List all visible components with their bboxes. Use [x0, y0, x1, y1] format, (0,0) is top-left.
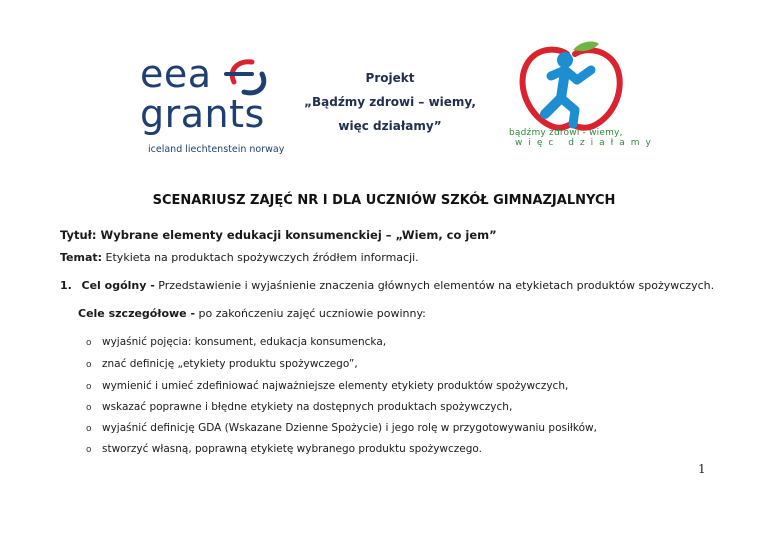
goal-label: Cel ogólny - — [81, 279, 155, 292]
badzmy-zdrowi-slogan — [509, 128, 657, 148]
bullet-marker: o — [86, 382, 92, 392]
project-title-line-3: więc działamy” — [338, 119, 442, 133]
page-number: 1 — [698, 462, 706, 476]
bullet-item — [86, 336, 386, 348]
bullet-text: stworzyć własną, poprawną etykietę wybranego produktu spożywczego. — [102, 443, 482, 455]
bullet-marker: o — [86, 424, 92, 434]
bullet-text: wyjaśnić definicję GDA (Wskazane Dzienne Spożycie) i jego rolę w przygotowywaniu posiłków, — [102, 422, 597, 434]
eea-swirl-icon — [222, 56, 274, 100]
goal-text: Przedstawienie i wyjaśnienie znaczenia głównych elementów na etykietach produktów spożywczych. — [158, 279, 715, 292]
bullet-marker: o — [86, 338, 92, 348]
bullet-item — [86, 380, 568, 392]
bullet-item — [86, 443, 482, 455]
bullet-text: wyjaśnić pojęcia: konsument, edukacja konsumencka, — [102, 336, 387, 348]
title-line — [60, 228, 497, 242]
project-title-line-1: Projekt — [365, 71, 415, 85]
apple-runner-icon — [511, 40, 629, 132]
specific-goals-line — [78, 307, 426, 320]
topic-text: Etykieta na produktach spożywczych źródłem informacji. — [105, 251, 419, 264]
bullet-item — [86, 358, 358, 370]
title-text: Wybrane elementy edukacji konsumenckiej – „Wiem, co jem” — [100, 228, 497, 242]
specific-goals-text: po zakończeniu zajęć uczniowie powinny: — [198, 307, 426, 320]
bullet-item — [86, 422, 597, 434]
topic-line — [60, 251, 419, 264]
slogan-line-1: bądźmy zdrowi - wiemy, — [509, 128, 623, 138]
specific-goals-label: Cele szczegółowe - — [78, 307, 196, 320]
topic-label: Temat: — [60, 251, 103, 264]
project-title — [300, 66, 480, 138]
document-heading: SCENARIUSZ ZAJĘĆ NR I DLA UCZNIÓW SZKÓŁ GIMNAZJALNYCH — [152, 193, 616, 208]
bullet-text: wskazać poprawne i błędne etykiety na dostępnych produktach spożywczych, — [102, 401, 513, 413]
general-goal-line — [60, 279, 714, 292]
badzmy-zdrowi-logo — [505, 40, 657, 160]
bullet-marker: o — [86, 403, 92, 413]
bullet-item — [86, 401, 512, 413]
goal-number: 1. — [60, 279, 72, 292]
eea-grants-logo — [140, 52, 285, 160]
eea-logo-tagline: iceland liechtenstein norway — [148, 144, 285, 155]
project-title-line-2: „Bądźmy zdrowi – wiemy, — [304, 95, 476, 109]
eea-logo-word-eea: eea — [140, 52, 212, 96]
eea-logo-word-grants: grants — [140, 92, 265, 136]
title-label: Tytuł: — [60, 228, 97, 242]
bullet-text: znać definicję „etykiety produktu spożywczego”, — [102, 358, 358, 370]
bullet-marker: o — [86, 360, 92, 370]
bullet-marker: o — [86, 445, 92, 455]
slogan-line-2: więc działamy — [515, 138, 657, 148]
bullet-text: wymienić i umieć zdefiniować najważniejsze elementy etykiety produktów spożywczych, — [102, 380, 569, 392]
